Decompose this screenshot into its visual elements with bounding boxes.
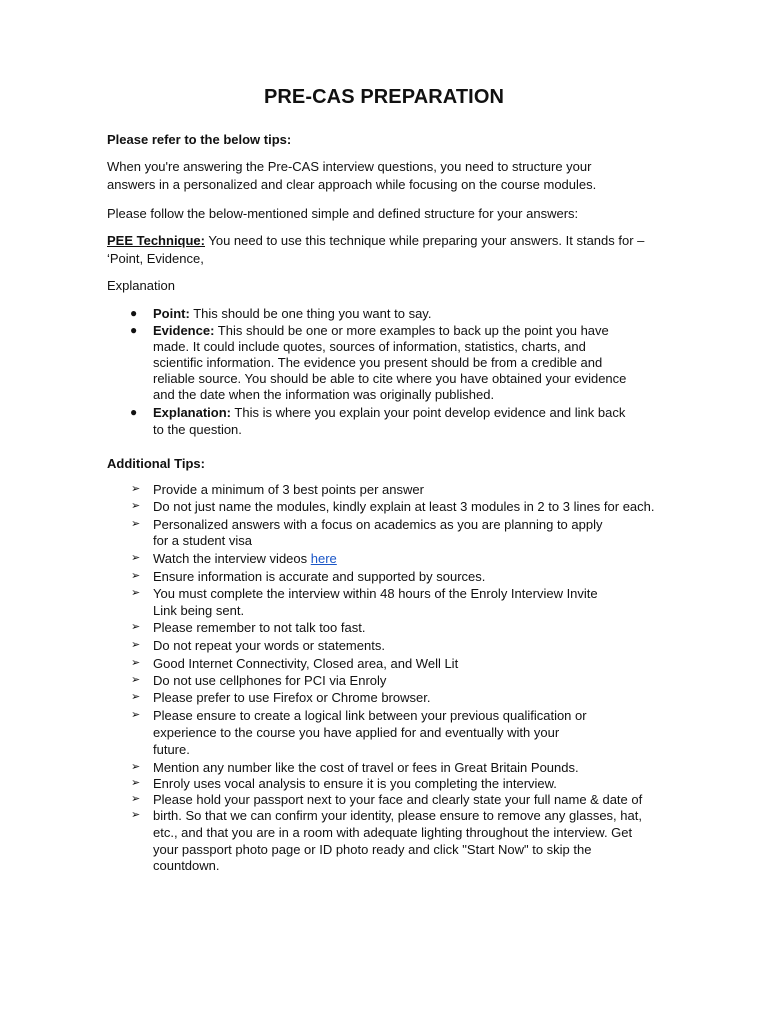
bullet-dot-icon: ● bbox=[130, 306, 138, 320]
pee-text-3: Explanation bbox=[107, 278, 175, 293]
arrow-bullet-icon: ➢ bbox=[131, 809, 141, 821]
pee-text-2: ‘Point, Evidence, bbox=[107, 251, 204, 266]
arrow-bullet-icon: ➢ bbox=[131, 657, 141, 669]
tip-item-continued: experience to the course you have applied for and eventually with your bbox=[153, 725, 560, 740]
tip-item: Do not use cellphones for PCI via Enroly bbox=[153, 673, 387, 688]
arrow-bullet-icon: ➢ bbox=[131, 621, 141, 633]
bullet-dot-icon: ● bbox=[130, 405, 138, 419]
pee-paragraph bbox=[107, 232, 647, 249]
tip-item: birth. So that we can confirm your identity, please ensure to remove any glasses, hat, bbox=[153, 808, 642, 823]
tip-item-continued: Link being sent. bbox=[153, 603, 245, 618]
tip-item: Good Internet Connectivity, Closed area, and Well Lit bbox=[153, 656, 459, 671]
interview-videos-link[interactable]: here bbox=[310, 551, 337, 566]
tip-item-continued: for a student visa bbox=[153, 533, 252, 548]
arrow-bullet-icon: ➢ bbox=[131, 793, 141, 805]
arrow-bullet-icon: ➢ bbox=[131, 639, 141, 651]
pee-text: You need to use this technique while preparing your answers. It stands for – bbox=[205, 233, 645, 248]
bullet-dot-icon: ● bbox=[130, 323, 138, 337]
point-text: This should be one thing you want to say. bbox=[189, 306, 432, 321]
tip-item: Please prefer to use Firefox or Chrome browser. bbox=[153, 690, 431, 705]
additional-tips-heading: Additional Tips: bbox=[107, 456, 205, 471]
tip-item: Do not just name the modules, kindly explain at least 3 modules in 2 to 3 lines for each. bbox=[153, 499, 655, 514]
tip-item: Provide a minimum of 3 best points per answer bbox=[153, 482, 424, 497]
tip-item: Enroly uses vocal analysis to ensure it is you completing the interview. bbox=[153, 776, 557, 791]
follow-text: Please follow the below-mentioned simple and defined structure for your answers: bbox=[107, 206, 579, 221]
arrow-bullet-icon: ➢ bbox=[131, 691, 141, 703]
tip-item-continued: future. bbox=[153, 742, 190, 757]
evidence-line: reliable source. You should be able to cite where you have obtained your evidence bbox=[153, 371, 627, 386]
page-title: PRE-CAS PREPARATION bbox=[263, 86, 505, 108]
tip-item: Mention any number like the cost of travel or fees in Great Britain Pounds. bbox=[153, 760, 579, 775]
arrow-bullet-icon: ➢ bbox=[131, 552, 141, 564]
bullet-explanation bbox=[153, 405, 693, 421]
evidence-text: This should be one or more examples to back up the point you have bbox=[214, 323, 609, 338]
bullet-point bbox=[153, 306, 693, 322]
arrow-bullet-icon: ➢ bbox=[131, 483, 141, 495]
tip-item: Do not repeat your words or statements. bbox=[153, 638, 385, 653]
explanation-label: Explanation: bbox=[153, 405, 232, 420]
arrow-bullet-icon: ➢ bbox=[131, 587, 141, 599]
tip-item: Please hold your passport next to your face and clearly state your full name & date of bbox=[153, 792, 643, 807]
pee-label: PEE Technique: bbox=[107, 233, 205, 248]
tip-item-continued: etc., and that you are in a room with adequate lighting throughout the interview. Get bbox=[153, 825, 633, 840]
evidence-line: scientific information. The evidence you present should be from a credible and bbox=[153, 355, 603, 370]
arrow-bullet-icon: ➢ bbox=[131, 570, 141, 582]
explanation-line: to the question. bbox=[153, 422, 242, 437]
evidence-line: made. It could include quotes, sources of information, statistics, charts, and bbox=[153, 339, 586, 354]
intro-line-2: answers in a personalized and clear approach while focusing on the course modules. bbox=[107, 177, 597, 192]
arrow-bullet-icon: ➢ bbox=[131, 709, 141, 721]
tip-item-continued: countdown. bbox=[153, 858, 220, 873]
tip-item bbox=[153, 551, 693, 567]
arrow-bullet-icon: ➢ bbox=[131, 761, 141, 773]
tip-videos-text: Watch the interview videos bbox=[153, 551, 311, 566]
arrow-bullet-icon: ➢ bbox=[131, 500, 141, 512]
bullet-evidence bbox=[153, 323, 693, 339]
arrow-bullet-icon: ➢ bbox=[131, 518, 141, 530]
intro-line-1: When you're answering the Pre-CAS interview questions, you need to structure your bbox=[107, 159, 592, 174]
arrow-bullet-icon: ➢ bbox=[131, 777, 141, 789]
explanation-text: This is where you explain your point develop evidence and link back bbox=[231, 405, 626, 420]
point-label: Point: bbox=[153, 306, 190, 321]
evidence-line: and the date when the information was originally published. bbox=[153, 387, 495, 402]
tip-item: Personalized answers with a focus on academics as you are planning to apply bbox=[153, 517, 603, 532]
tip-item: Please remember to not talk too fast. bbox=[153, 620, 366, 635]
tip-item: Please ensure to create a logical link between your previous qualification or bbox=[153, 708, 587, 723]
tip-item: Ensure information is accurate and supported by sources. bbox=[153, 569, 486, 584]
evidence-label: Evidence: bbox=[153, 323, 215, 338]
arrow-bullet-icon: ➢ bbox=[131, 674, 141, 686]
tips-heading: Please refer to the below tips: bbox=[107, 132, 292, 147]
tip-item-continued: your passport photo page or ID photo ready and click "Start Now" to skip the bbox=[153, 842, 592, 857]
tip-item: You must complete the interview within 48 hours of the Enroly Interview Invite bbox=[153, 586, 598, 601]
